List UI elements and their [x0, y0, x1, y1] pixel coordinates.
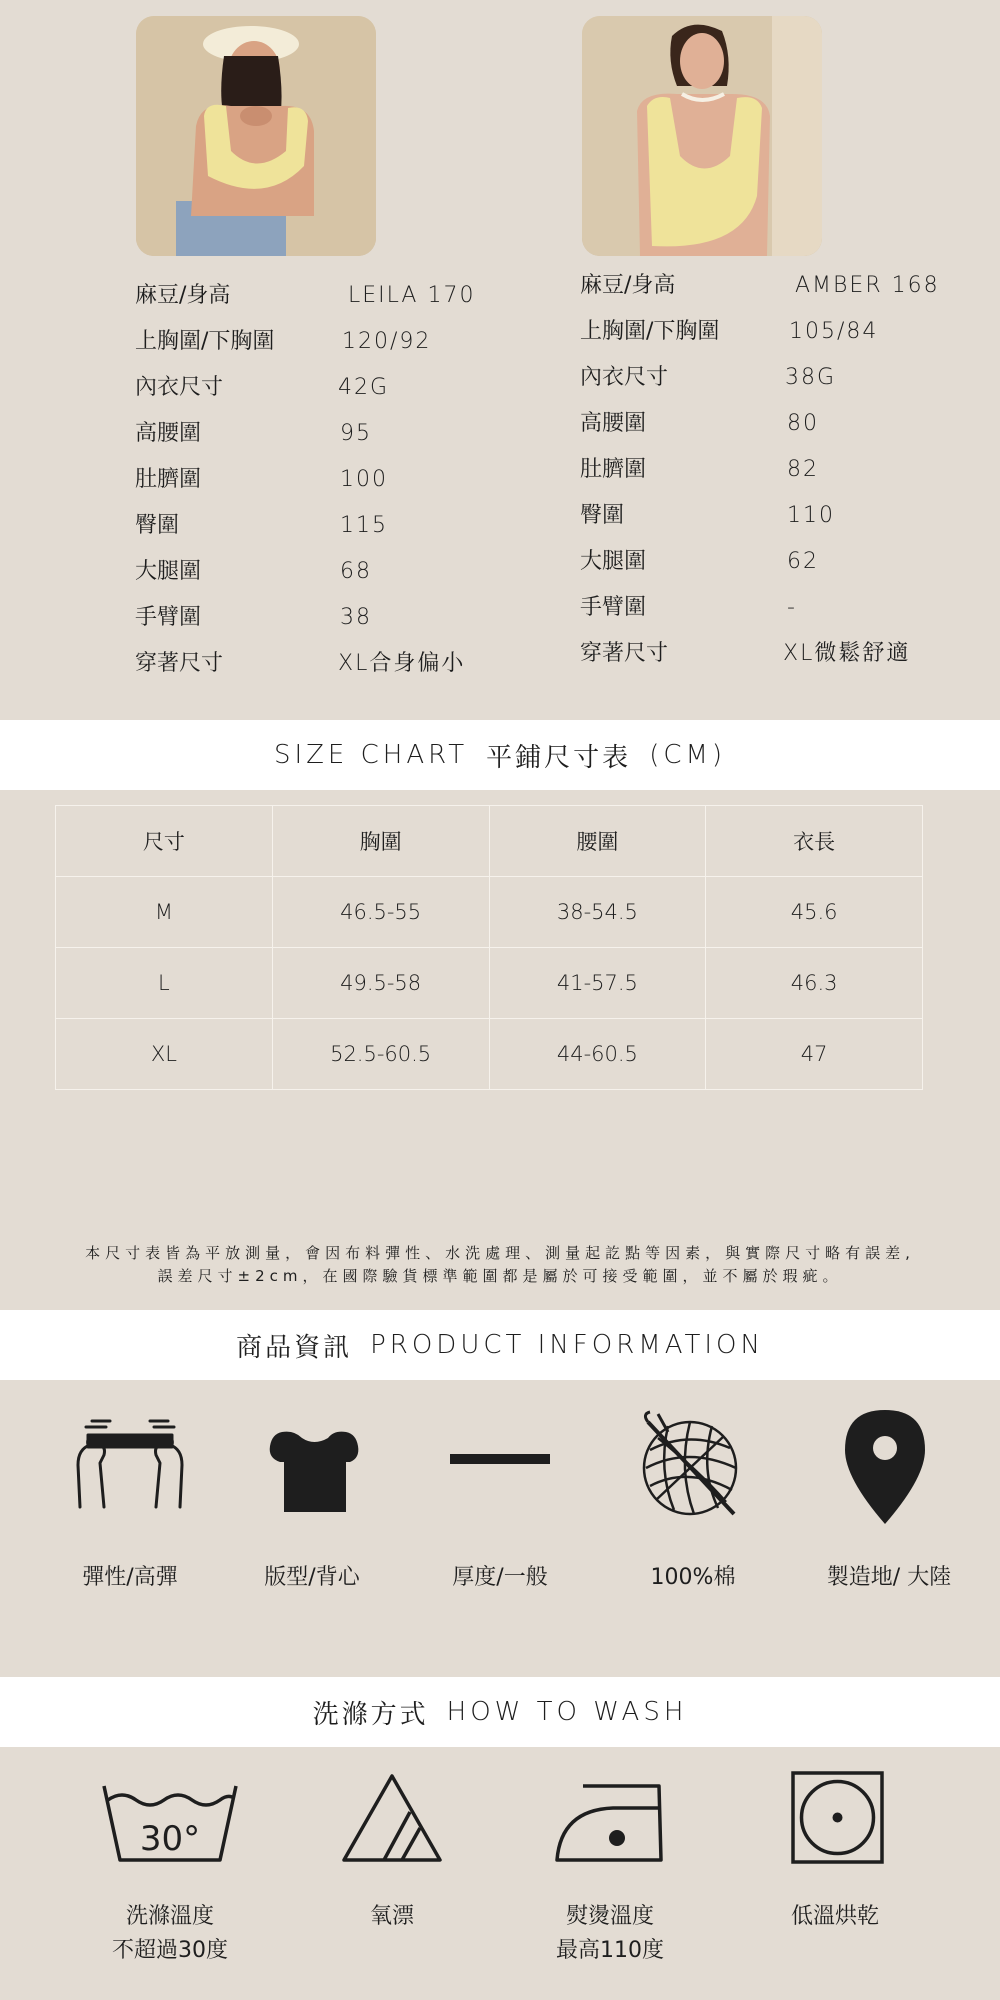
spec-value: 105/84: [789, 319, 879, 344]
product-info-title-en: PRODUCT INFORMATION: [370, 1330, 764, 1360]
size-table-header-cell: 腰圍: [489, 806, 706, 877]
size-chart-title-zh: 平鋪尺寸表: [486, 742, 632, 773]
spec-row: [135, 414, 535, 454]
wash-temp-symbol: 30°: [139, 1819, 201, 1859]
length-cell: 47: [706, 1019, 923, 1090]
size-note-line-2: 誤差尺寸±2cm，在國際驗貨標準範圍都是屬於可接受範圍，並不屬於瑕疵。: [157, 1267, 843, 1285]
product-info-label: 彈性/高彈: [82, 1565, 178, 1590]
size-cell: M: [56, 877, 273, 948]
spec-value: 110: [787, 503, 835, 528]
spec-label: 高腰圍: [580, 411, 647, 436]
size-chart-heading: [0, 720, 1000, 790]
spec-row: [580, 404, 980, 444]
size-cell: L: [56, 948, 273, 1019]
spec-row: [580, 266, 980, 306]
spec-row: [580, 542, 980, 582]
size-table-header-cell: 衣長: [706, 806, 923, 877]
spec-label: 大腿圍: [135, 559, 202, 584]
product-info-label: 版型/背心: [264, 1565, 360, 1590]
spec-value: XL合身偏小: [338, 651, 466, 676]
waist-cell: 38-54.5: [489, 877, 706, 948]
spec-row: [580, 588, 980, 628]
product-info-label: 100%棉: [650, 1565, 736, 1590]
table-row: [56, 1019, 923, 1090]
spec-row: [135, 368, 535, 408]
length-cell: 45.6: [706, 877, 923, 948]
spec-value: -: [787, 595, 797, 620]
spec-row: [135, 460, 535, 500]
top-garment-icon: [262, 1420, 362, 1515]
spec-row: [135, 552, 535, 592]
size-table-header-row: [56, 806, 923, 877]
spec-value: 100: [340, 467, 388, 492]
model-photo-amber: [582, 16, 822, 256]
spec-label: 肚臍圍: [580, 457, 647, 482]
spec-value: 115: [340, 513, 388, 538]
product-info-label: 製造地/ 大陸: [826, 1565, 952, 1590]
size-chart-unit: (CM): [649, 740, 727, 770]
spec-label: 內衣尺寸: [580, 365, 669, 390]
spec-value: 38: [340, 605, 372, 630]
spec-value: 82: [787, 457, 819, 482]
spec-label: 高腰圍: [135, 421, 202, 446]
wash-label-line-2: 不超過30度: [112, 1938, 228, 1963]
bleach-triangle-icon: [340, 1772, 445, 1864]
wash-tub-icon: [100, 1780, 240, 1865]
spec-label: 臀圍: [135, 513, 180, 538]
spec-row: [580, 312, 980, 352]
thickness-line-icon: [450, 1450, 550, 1470]
size-table-header-cell: 胸圍: [272, 806, 489, 877]
product-info-title-zh: 商品資訊: [236, 1332, 353, 1363]
wash-label-line-1: 熨燙溫度: [565, 1904, 654, 1929]
iron-icon: [553, 1780, 668, 1865]
spec-value: 68: [340, 559, 372, 584]
size-cell: XL: [56, 1019, 273, 1090]
chest-cell: 46.5-55: [272, 877, 489, 948]
wash-title-zh: 洗滌方式: [312, 1699, 429, 1730]
spec-value: 38G: [785, 365, 837, 390]
spec-row: [135, 506, 535, 546]
spec-label: 穿著尺寸: [135, 651, 224, 676]
waist-cell: 44-60.5: [489, 1019, 706, 1090]
spec-label: 臀圍: [580, 503, 625, 528]
product-info-label: 厚度/一般: [452, 1565, 548, 1590]
spec-label: 手臂圍: [135, 605, 202, 630]
waist-cell: 41-57.5: [489, 948, 706, 1019]
model-photo-leila-image: [136, 16, 376, 256]
wash-label-line-2: 最高110度: [556, 1938, 664, 1963]
size-table-header-cell: 尺寸: [56, 806, 273, 877]
spec-value: AMBER 168: [795, 273, 940, 298]
spec-row: [580, 450, 980, 490]
table-row: [56, 948, 923, 1019]
spec-label: 上胸圍/下胸圍: [580, 319, 720, 344]
length-cell: 46.3: [706, 948, 923, 1019]
chest-cell: 52.5-60.5: [272, 1019, 489, 1090]
spec-row: [580, 496, 980, 536]
spec-row: [580, 358, 980, 398]
location-pin-icon: [843, 1408, 927, 1526]
spec-row: [135, 276, 535, 316]
model-photo-leila: [136, 16, 376, 256]
spec-label: 麻豆/身高: [580, 273, 676, 298]
spec-label: 穿著尺寸: [580, 641, 669, 666]
spec-row: [135, 598, 535, 638]
spec-value: 62: [787, 549, 819, 574]
spec-label: 手臂圍: [580, 595, 647, 620]
wash-label-line-1: 低溫烘乾: [790, 1904, 879, 1929]
spec-value: 95: [340, 421, 372, 446]
spec-row: [580, 634, 980, 674]
spec-value: LEILA 170: [348, 283, 476, 308]
stretch-icon: [70, 1415, 190, 1515]
spec-label: 上胸圍/下胸圍: [135, 329, 275, 354]
spec-label: 麻豆/身高: [135, 283, 231, 308]
wash-heading: [0, 1677, 1000, 1747]
spec-row: [135, 322, 535, 362]
tumble-dry-icon: [790, 1770, 885, 1865]
spec-label: 肚臍圍: [135, 467, 202, 492]
spec-value: XL微鬆舒適: [783, 641, 911, 666]
spec-label: 內衣尺寸: [135, 375, 224, 400]
spec-label: 大腿圍: [580, 549, 647, 574]
product-info-heading: [0, 1310, 1000, 1380]
spec-value: 80: [787, 411, 819, 436]
size-chart-title-en: SIZE CHART: [273, 740, 469, 770]
wash-title-en: HOW TO WASH: [446, 1697, 688, 1727]
spec-value: 120/92: [342, 329, 432, 354]
wash-label-line-1: 洗滌溫度: [125, 1904, 214, 1929]
model-photo-amber-image: [582, 16, 822, 256]
size-note-line-1: 本尺寸表皆為平放測量，會因布料彈性、水洗處理、測量起訖點等因素，與實際尺寸略有誤差,: [85, 1244, 915, 1262]
size-table: [55, 805, 923, 1090]
spec-row: [135, 644, 535, 684]
yarn-ball-icon: [638, 1410, 748, 1525]
wash-label-line-1: 氧漂: [369, 1904, 414, 1929]
table-row: [56, 877, 923, 948]
spec-value: 42G: [338, 375, 390, 400]
chest-cell: 49.5-58: [272, 948, 489, 1019]
